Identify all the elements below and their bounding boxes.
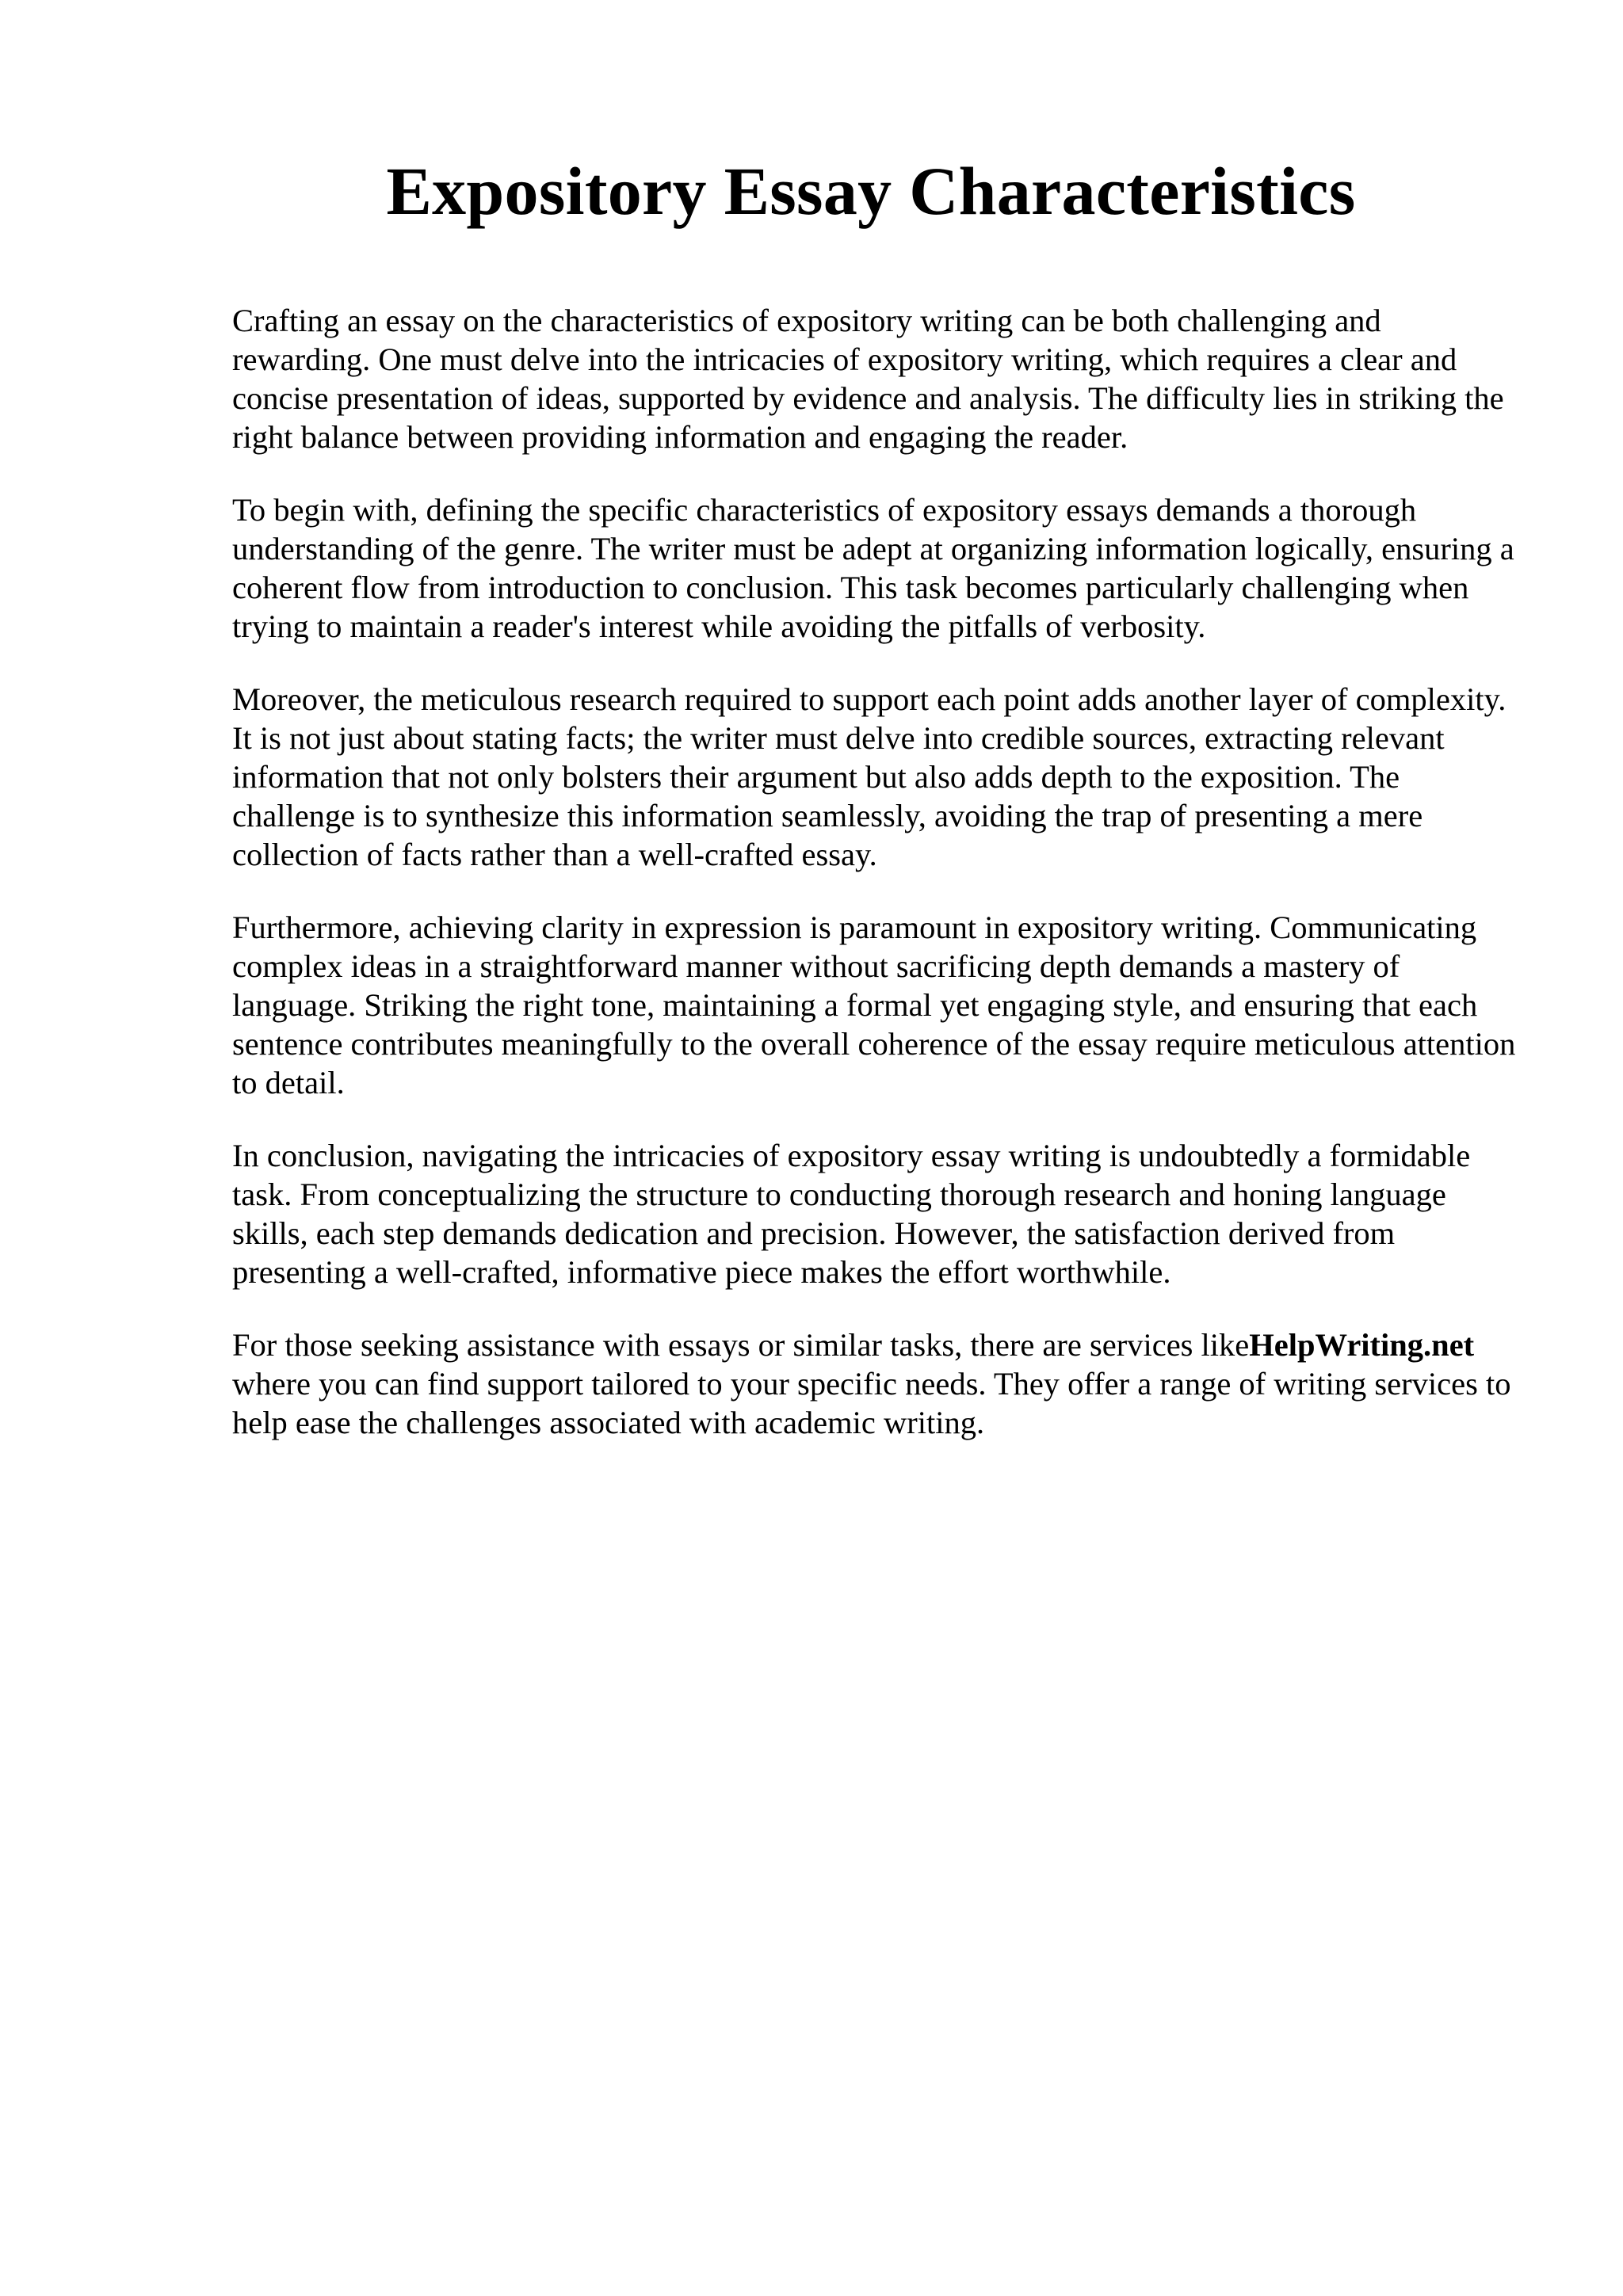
paragraph-3: Moreover, the meticulous research required to support each point adds another layer of complexity. It is not just about stating facts; the writer must delve into credible sources, extracting relevant information that not only bolsters their argument but also adds depth to the exposition. The challenge is to synthesize this information seamlessly, avoiding the trap of presenting a mere collection of facts rather than a well-crafted essay. [232,681,1507,872]
page-title: Expository Essay Characteristics [386,153,1356,229]
paragraph-2: To begin with, defining the specific characteristics of expository essays demands a thorough understanding of the genre. The writer must be adept at organizing information logically, ensuring a coherent flow from introduction to conclusion. This task becomes particularly challenging when trying to maintain a reader's interest while avoiding the pitfalls of verbosity. [232,492,1514,644]
paragraph-5: In conclusion, navigating the intricacies of expository essay writing is undoubtedly a formidable task. From conceptualizing the structure to conducting thorough research and honing language skills, each step demands dedication and precision. However, the satisfaction derived from presenting a well-crafted, informative piece makes the effort worthwhile. [232,1138,1471,1290]
paragraph-6-intro: For those seeking assistance with essays or similar tasks, there are services like [232,1327,1250,1363]
essay-body [232,301,1524,1476]
paragraph-6 [232,1325,1524,1442]
helpwriting-link[interactable]: HelpWriting.net [1249,1327,1475,1363]
paragraph-1: Crafting an essay on the characteristics of expository writing can be both challenging and rewarding. One must delve into the intricacies of expository writing, which requires a clear and concise presentation of ideas, supported by evidence and analysis. The difficulty lies in striking the right balance between providing information and engaging the reader. [232,303,1504,455]
paragraph-6-rest: where you can find support tailored to your specific needs. They offer a range of writing services to help ease the challenges associated with academic writing. [232,1366,1511,1440]
paragraph-4: Furthermore, achieving clarity in expression is paramount in expository writing. Communicating complex ideas in a straightforward manner without sacrificing depth demands a mastery of language. Striking the right tone, maintaining a formal yet engaging style, and ensuring that each sentence contributes meaningfully to the overall coherence of the essay require meticulous attention to detail. [232,910,1516,1100]
